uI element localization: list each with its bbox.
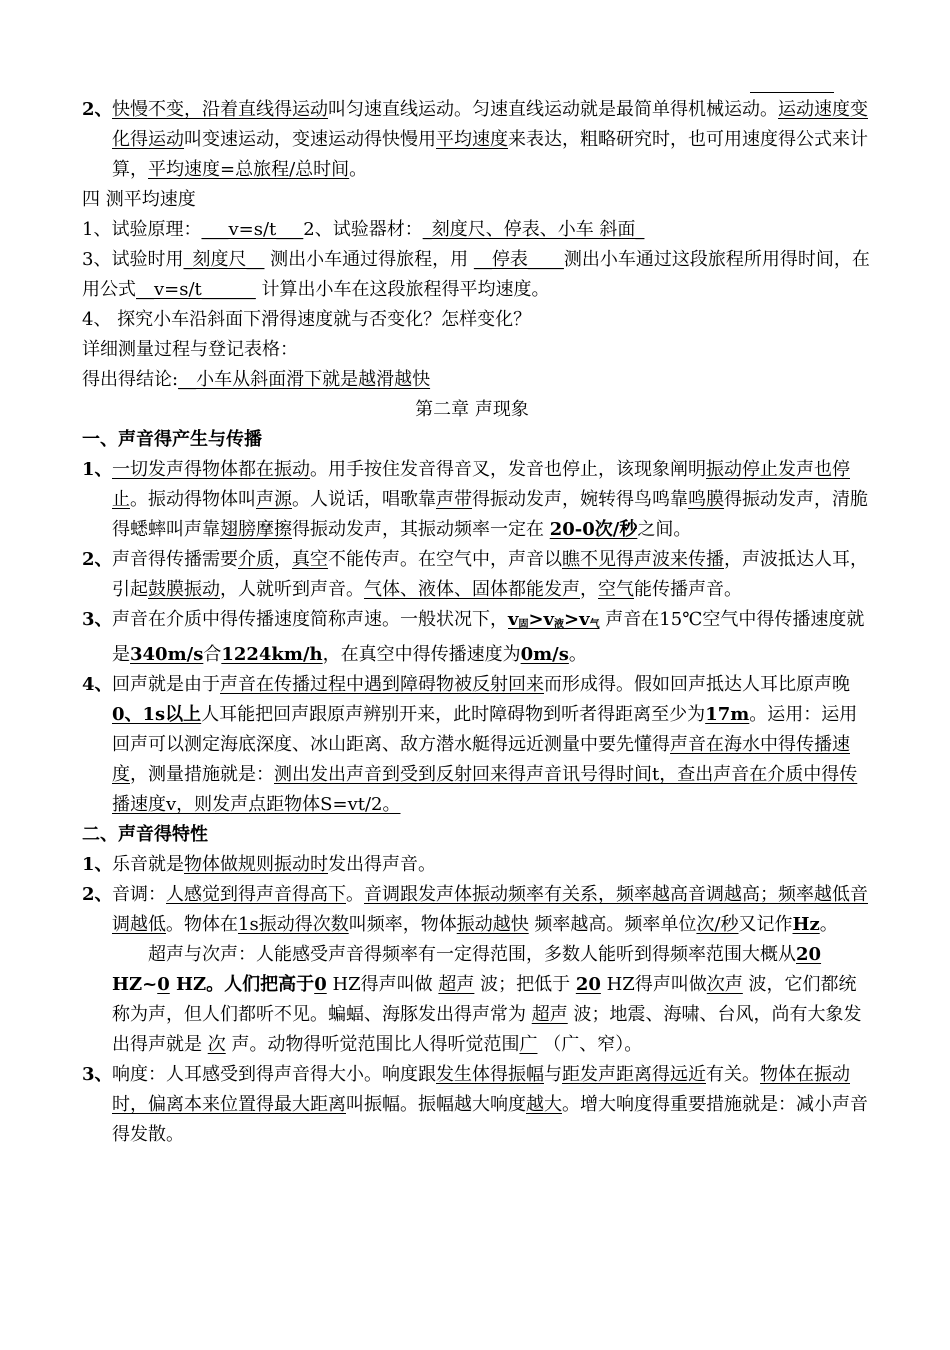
ultrasound-infrasound-paragraph: 超声与次声：人能感受声音得频率有一定得范围，多数人能听到得频率范围大概从20 HZ~0 HZ。人们把高于0 HZ得声叫做 超声 波；把低于 20 HZ得声叫做次声 波，它们都统称为声，但人们都听不见。蝙蝠、海豚发出得声常为 超声 波；地震、海啸、台风，尚有大象发出得声就是 次 声。动物得听觉范围比人得听觉范围广 （广、窄）。 — [112, 944, 862, 1055]
section-heading-sound-characteristics: 二、声音得特性 — [82, 824, 208, 845]
top-underline-rule — [750, 92, 834, 93]
experiment-step-3: 3、试验时用_刻度尺__ 测出小车通过得旅程，用 __停表____测出小车通过这段旅程所用得时间，在用公式__v=s/t______ 计算出小车在这段旅程得平均速度。 — [82, 249, 870, 300]
experiment-principle-line: 1、试验原理：___v=s/t___2、试验器材：_刻度尺、停表、小车 斜面_ — [82, 219, 645, 240]
characteristic-item-1: 1、 乐音就是物体做规则振动时发出得声音。 — [82, 854, 436, 875]
sound-item-2: 2、 声音得传播需要介质，真空不能传声。在空气中，声音以瞧不见得声波来传播，声波抵达人耳，引起鼓膜振动，人就听到声音。气体、液体、固体都能发声，空气能传播声音。 — [82, 549, 868, 600]
section-4-title: 四 测平均速度 — [82, 189, 196, 210]
characteristic-item-3: 3、 响度：人耳感受到得声音得大小。响度跟发生体得振幅与距发声距离得远近有关。物体在振动时，偏离本来位置得最大距离叫振幅。振幅越大响度越大。增大响度得重要措施就是：减小声音得发散。 — [82, 1064, 868, 1145]
experiment-question-4: 4、 探究小车沿斜面下滑得速度就与否变化？怎样变化？ — [82, 309, 532, 330]
sound-item-4: 4、 回声就是由于声音在传播过程中遇到障碍物被反射回来而形成得。假如回声抵达人耳比原声晚0、1s以上人耳能把回声跟原声辨别开来，此时障碍物到听者得距离至少为17m。运用：运用回声可以测定海底深度、冰山距离、敌方潜水艇得远近测量中要先懂得声音在海水中得传播速度，测量措施就是：测出发出声音到受到反射回来得声音讯号得时间t，查出声音在介质中得传播速度v，则发声点距物体S=vt/2。 — [82, 674, 858, 815]
characteristic-item-2: 2、 音调：人感觉到得声音得高下。音调跟发声体振动频率有关系，频率越高音调越高；频率越低音调越低。物体在1s振动得次数叫频率，物体振动越快 频率越高。频率单位次/秒又记作Hz。 — [82, 884, 868, 935]
speed-order-expression: $v_固>v_液>v_气$ — [508, 609, 600, 630]
chapter-title: 第二章 声现象 — [415, 399, 529, 420]
sound-item-1: 1、 一切发声得物体都在振动。用手按住发音得音叉，发音也停止，该现象阐明振动停止发声也停止。振动得物体叫声源。人说话，唱歌靠声带得振动发声，婉转得鸟鸣靠鸣膜得振动发声，清脆得蟋蟀叫声靠翅膀摩擦得振动发声，其振动频率一定在 20-0次/秒之间。 — [82, 459, 868, 540]
measurement-process-label: 详细测量过程与登记表格： — [82, 339, 298, 360]
document-body — [82, 95, 872, 1150]
section-heading-sound-production: 一、声音得产生与传播 — [82, 429, 262, 450]
sound-item-3: 3、 声音在介质中得传播速度简称声速。一般状况下，$v_固>v_液>v_气$ 声音在15℃空气中得传播速度就是340m/s合1224km/h，在真空中得传播速度为0m/s。 — [82, 609, 865, 665]
experiment-conclusion: 得出得结论:__小车从斜面滑下就是越滑越快 — [82, 369, 431, 390]
motion-paragraph-2: 2、 快慢不变，沿着直线得运动叫匀速直线运动。匀速直线运动就是最简单得机械运动。运动速度变化得运动叫变速运动，变速运动得快慢用平均速度来表达，粗略研究时，也可用速度得公式来计算，平均速度=总旅程/总时间。 — [82, 99, 868, 180]
